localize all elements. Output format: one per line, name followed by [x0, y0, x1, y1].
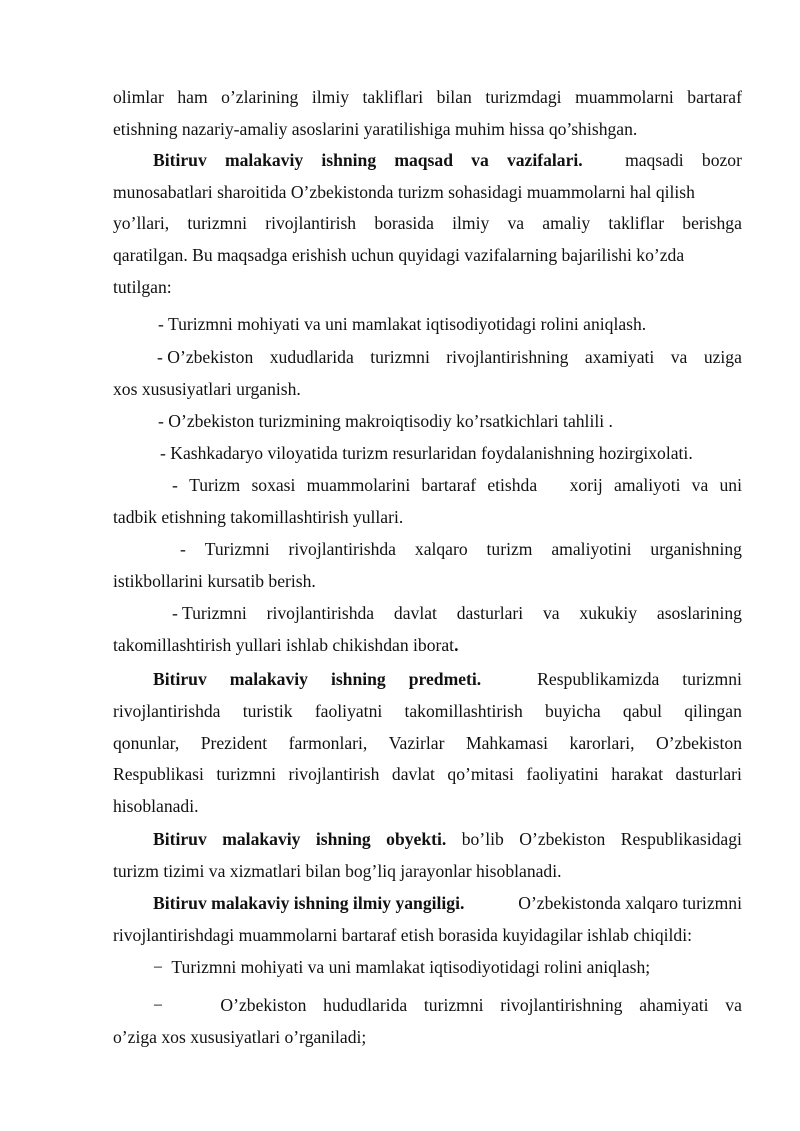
task-item: - O’zbekiston xududlarida turizmni rivojlantirishning axamiyati va uziga [157, 347, 742, 367]
task-item: - Turizm soxasi muammolarini bartaraf etishda xorij amaliyoti va uni [172, 475, 742, 495]
task-item: - Kashkadaryo viloyatida turizm resurlaridan foydalanishning hozirgixolati. [160, 443, 693, 463]
subject-heading-line: Bitiruv malakaviy ishning predmeti. Respublikamizda turizmni [153, 669, 742, 689]
paragraph-line: yo’llari, turizmni rivojlantirish borasida ilmiy va amaliy takliflar berishga [113, 213, 742, 233]
dash-bullet: − [153, 995, 163, 1015]
paragraph-line: Respublikasi turizmni rivojlantirish davlat qo’mitasi faoliyatini harakat dasturlari [113, 764, 742, 784]
paragraph-line: tutilgan: [113, 277, 172, 297]
paragraph-line: qonunlar, Prezident farmonlari, Vazirlar Mahkamasi karorlari, O’zbekiston [113, 733, 742, 753]
novelty-heading-line: Bitiruv malakaviy ishning ilmiy yangiligi. O’zbekistonda xalqaro turizmni [153, 893, 742, 913]
task-item: - Turizmni rivojlantirishda xalqaro turizm amaliyotini urganishning [180, 539, 742, 559]
task-item: - Turizmni mohiyati va uni mamlakat iqtisodiyotidagi rolini aniqlash. [158, 314, 647, 334]
paragraph-line: rivojlantirishdagi muammolarni bartaraf etish borasida kuyidagilar ishlab chiqildi: [113, 925, 692, 945]
paragraph-line: turizm tizimi va xizmatlari bilan bog’liq jarayonlar hisoblanadi. [113, 861, 562, 881]
bullet-item: − Turizmni mohiyati va uni mamlakat iqtisodiyotidagi rolini aniqlash; [153, 957, 651, 977]
bullet-item: − O’zbekiston hududlarida turizmni rivojlantirishning ahamiyati va [153, 995, 742, 1015]
paragraph-line: munosabatlari sharoitida O’zbekistonda turizm sohasidagi muammolarni hal qilish [113, 182, 695, 202]
dash-bullet: − [153, 957, 163, 977]
goal-heading-line: Bitiruv malakaviy ishning maqsad va vazifalari. maqsadi bozor [153, 150, 742, 170]
task-item: - Turizmni rivojlantirishda davlat dasturlari va xukukiy asoslarining [172, 603, 742, 623]
paragraph-line: rivojlantirishda turistik faoliyatni takomillashtirish buyicha qabul qilingan [113, 701, 742, 721]
task-continuation: xos xususiyatlari urganish. [113, 379, 301, 399]
paragraph-line: olimlar ham o’zlarining ilmiy takliflari bilan turizmdagi muammolarni bartaraf [113, 87, 742, 107]
task-item: - O’zbekiston turizmining makroiqtisodiy ko’rsatkichlari tahlili . [158, 411, 613, 431]
object-heading-line: Bitiruv malakaviy ishning obyekti. bo’lib O’zbekiston Respublikasidagi [153, 829, 742, 849]
task-continuation: takomillashtirish yullari ishlab chikishdan iborat. [113, 635, 459, 655]
task-continuation: tadbik etishning takomillashtirish yullari. [113, 507, 404, 527]
task-continuation: istikbollarini kursatib berish. [113, 571, 316, 591]
bullet-continuation: o’ziga xos xususiyatlari o’rganiladi; [113, 1027, 367, 1047]
paragraph-line: etishning nazariy-amaliy asoslarini yaratilishiga muhim hissa qo’shishgan. [113, 119, 638, 139]
paragraph-line: qaratilgan. Bu maqsadga erishish uchun quyidagi vazifalarning bajarilishi ko’zda [113, 245, 685, 265]
paragraph-line: hisoblanadi. [113, 796, 199, 816]
